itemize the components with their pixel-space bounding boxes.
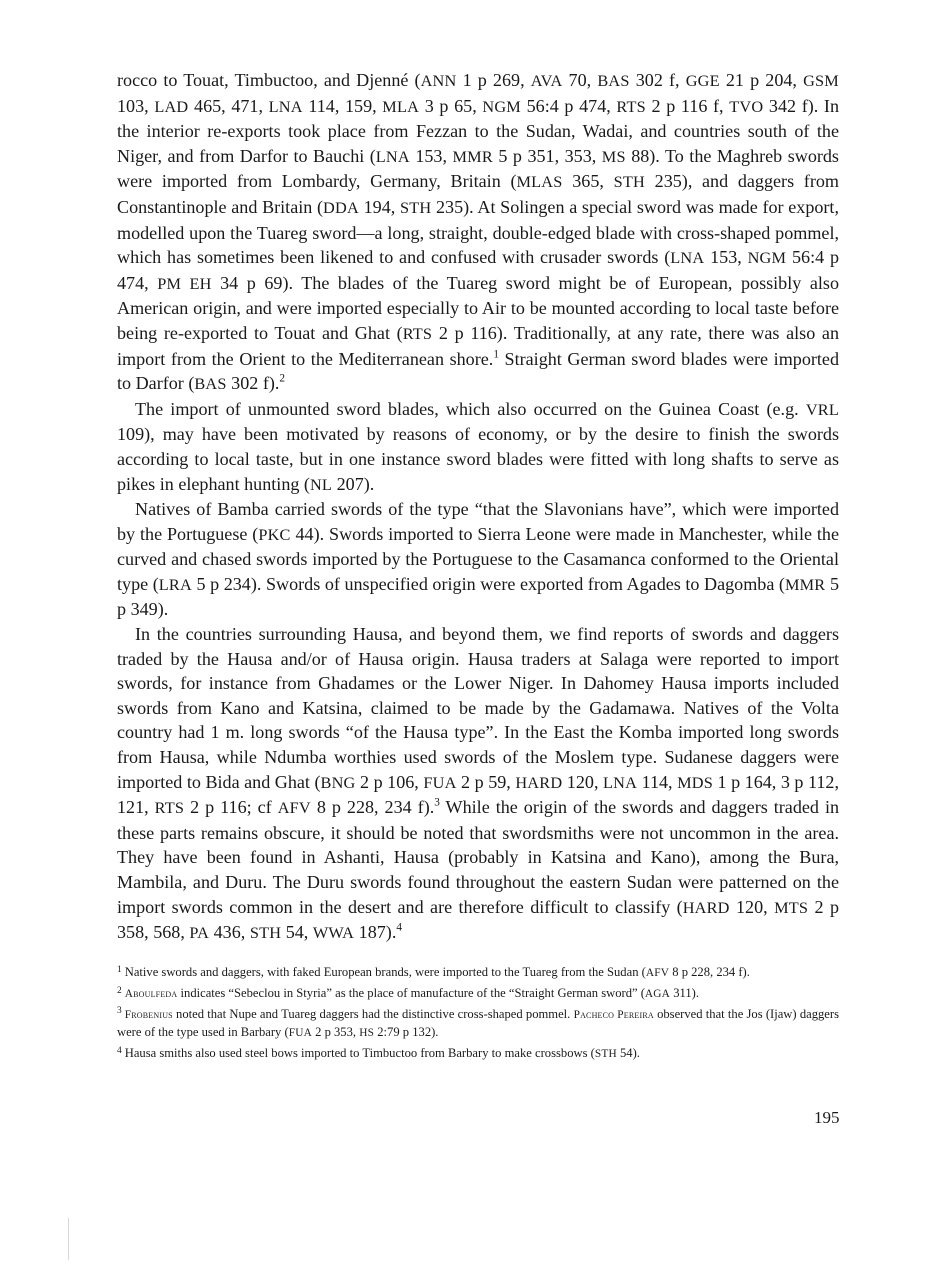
citation-abbrev: AGA	[644, 987, 671, 1000]
footnote-4	[117, 1043, 839, 1064]
footnote-2	[117, 983, 839, 1004]
citation-abbrev: HARD	[515, 772, 563, 792]
paragraph-1	[117, 68, 839, 397]
citation-abbrev: LNA	[603, 772, 638, 792]
text-run: 56:4 p 474,	[117, 247, 840, 293]
body-text	[117, 68, 839, 946]
text-run: 207).	[332, 473, 375, 494]
text-run: 2 p 106,	[355, 771, 424, 792]
text-run: 2 p 358, 568,	[117, 896, 840, 943]
text-run: 5 p 234). Swords of unspecified origin were exported from Agades to Dagomba (	[191, 573, 785, 594]
citation-abbrev: MMR	[784, 574, 826, 594]
citation-abbrev: MMR	[452, 146, 493, 166]
citation-abbrev: MLA	[382, 96, 420, 116]
text-run: 187).	[354, 922, 397, 943]
text-run: Straight German sword blades were imported to Darfor (	[117, 348, 840, 394]
footnote-ref: 3	[434, 796, 440, 809]
citation-abbrev: HS	[359, 1027, 375, 1040]
scan-margin-line	[68, 1218, 69, 1260]
text-run: 88). To the Maghreb swords were imported from Lombardy, Germany, Britain (	[117, 145, 839, 192]
citation-abbrev: NGM	[482, 96, 521, 116]
citation-abbrev: STH	[399, 197, 432, 217]
citation-abbrev: RTS	[402, 323, 433, 343]
citation-abbrev: LAD	[154, 96, 189, 116]
footnote-mark: 3	[117, 1006, 122, 1017]
paragraph-3	[117, 497, 839, 622]
page-number: 195	[814, 1108, 840, 1127]
text-run: 342 f). In the interior re-exports took place from Fezzan to the Sudan, Wadai, and countries south of the Niger, and from Darfor to Bauchi (	[117, 95, 839, 166]
footnote-mark: 4	[117, 1045, 122, 1056]
text-run: 365,	[562, 171, 614, 192]
text-run: 235). At Solingen a special sword was made for export, modelled upon the Tuareg sword—a long, straight, double-edged blade with cross-shaped pommel, which has sometimes been likened to and confused with crusader swords (	[117, 196, 839, 268]
text-run: 2 p 116 f,	[645, 95, 730, 116]
citation-abbrev: LNA	[268, 96, 303, 116]
citation-abbrev: TVO	[729, 96, 764, 116]
text-run: rocco to Touat, Timbuctoo, and Djenné (	[117, 70, 421, 90]
text-run: 120,	[562, 771, 603, 792]
citation-abbrev: AFV	[277, 798, 311, 818]
citation-abbrev: ANN	[420, 71, 457, 90]
citation-abbrev: STH	[613, 172, 645, 192]
text-run: 465, 471,	[188, 95, 269, 116]
text-run: 109), may have been motivated by reasons of economy, or by the desire to finish the swords according to local taste, but in one instance sword blades were fitted with long shafts to serve as pikes in elephant hunting (	[117, 424, 839, 494]
text-run: 194,	[358, 196, 400, 217]
text-run: indicates “Sebeclou in Styria” as the place of manufacture of the “Straight German sword” (	[177, 985, 645, 1000]
citation-abbrev: DDA	[323, 197, 359, 217]
text-run: 54).	[616, 1046, 640, 1061]
footnote-text	[125, 986, 699, 1000]
text-run: 44). Swords imported to Sierra Leone were made in Manchester, while the curved and chased swords imported by the Portuguese to the Casamanca conformed to the Oriental type (	[117, 523, 840, 594]
text-run: 2 p 59,	[456, 771, 516, 792]
text-run: 153,	[409, 145, 453, 166]
text-run: 114,	[637, 771, 678, 792]
citation-abbrev: PKC	[258, 524, 291, 544]
text-run: 8 p 228, 234 f).	[310, 797, 435, 818]
text-run: Hausa smiths also used steel bows imported to Timbuctoo from Barbary to make crossbows (	[124, 1046, 595, 1061]
footnotes	[117, 962, 839, 1064]
text-run: The import of unmounted sword blades, which also occurred on the Guinea Coast (e.g.	[135, 398, 806, 419]
citation-abbrev: BAS	[194, 374, 227, 394]
text-run: 153,	[704, 247, 748, 268]
text-run: 302 f).	[226, 373, 280, 394]
citation-abbrev: STH	[249, 923, 282, 943]
text-run: 436,	[209, 922, 250, 943]
text-run: 311).	[670, 985, 699, 1000]
citation-abbrev: LNA	[375, 146, 410, 166]
footnote-ref: 1	[493, 348, 499, 361]
text-run: 302 f,	[629, 70, 686, 90]
text-run: 54,	[281, 922, 313, 943]
citation-abbrev: PM EH	[157, 273, 212, 293]
citation-abbrev: MDS	[677, 772, 713, 792]
paragraph-2	[117, 397, 839, 497]
citation-abbrev: Pacheco Pereira	[573, 1008, 654, 1021]
text-run: 8 p 228, 234 f).	[669, 965, 750, 980]
citation-abbrev: FUA	[288, 1027, 312, 1040]
citation-abbrev: FUA	[423, 772, 457, 792]
citation-abbrev: Frobenius	[124, 1008, 173, 1021]
text-run: 114, 159,	[302, 95, 383, 116]
citation-abbrev: AVA	[530, 71, 563, 90]
text-run: noted that Nupe and Tuareg daggers had the distinctive cross-shaped pommel.	[172, 1006, 574, 1021]
text-run: 2:79 p 132).	[374, 1025, 439, 1040]
text-run: 56:4 p 474,	[520, 95, 617, 116]
footnote-ref: 4	[396, 921, 402, 934]
footnote-ref: 2	[279, 372, 286, 385]
paragraph-4	[117, 622, 839, 946]
page-content	[117, 68, 839, 1064]
citation-abbrev: RTS	[154, 798, 185, 818]
text-run: 2 p 116). Traditionally, at any rate, there was also an import from the Orient to the Mediterranean shore.	[117, 322, 840, 369]
citation-abbrev: LRA	[158, 574, 192, 594]
citation-abbrev: NGM	[747, 248, 787, 268]
text-run: 2 p 353,	[311, 1025, 360, 1040]
citation-abbrev: LNA	[670, 248, 705, 268]
text-run: 235), and daggers from Constantinople and Britain (	[117, 171, 839, 217]
citation-abbrev: MLAS	[516, 172, 563, 192]
citation-abbrev: HARD	[682, 897, 730, 917]
footnote-3	[117, 1003, 839, 1042]
text-run: 3 p 65,	[419, 95, 483, 116]
text-run: 21 p 204,	[719, 70, 804, 90]
text-run: Natives of Bamba carried swords of the type “that the Slavonians have”, which were imported by the Portuguese (	[117, 499, 839, 544]
text-run: Native swords and daggers, with faked European brands, were imported to the Tuareg from the Sudan (	[124, 965, 646, 980]
citation-abbrev: RTS	[616, 96, 646, 116]
text-run: In the countries surrounding Hausa, and beyond them, we find reports of swords and daggers traded by the Hausa and/or of Hausa origin. Hausa traders at Salaga were reported to import swords, for instance from Ghadames or the Lower Niger. In Dahomey Hausa imports included swords from Kano and Katsina, claimed to be made by the Gadamawa. Natives of the Volta country had 1 m. long swords “of the Hausa type”. In the East the Komba imported long swords from Hausa, while Ndumba worthies used swords of the Moslem type. Sudanese daggers were imported to Bida and Ghat (	[117, 624, 839, 792]
citation-abbrev: AFV	[645, 967, 670, 980]
footnote-mark: 1	[117, 964, 122, 975]
text-run: 1 p 164, 3 p 112, 121,	[117, 771, 839, 818]
text-run: 34 p 69). The blades of the Tuareg sword might be of European, possibly also American origin, and were imported especially to Air to be mounted according to local taste before being re-exported to Touat and Ghat (	[117, 272, 840, 343]
text-run: 5 p 349).	[117, 573, 839, 620]
citation-abbrev: VRL	[805, 399, 839, 419]
text-run: 2 p 116; cf	[184, 797, 278, 818]
citation-abbrev: GSM	[803, 71, 839, 90]
citation-abbrev: STH	[594, 1048, 617, 1061]
text-run: observed that the Jos (Ijaw) daggers were of the type used in Barbary (	[117, 1006, 839, 1040]
citation-abbrev: Aboulfeda	[124, 987, 178, 1000]
footnote-text	[117, 1007, 839, 1040]
citation-abbrev: PA	[189, 923, 210, 943]
footnote-1	[117, 962, 839, 983]
text-run: 70,	[562, 70, 598, 90]
citation-abbrev: MS	[601, 146, 626, 166]
footnote-text	[125, 965, 750, 979]
text-run: 120,	[729, 896, 775, 917]
citation-abbrev: WWA	[312, 923, 355, 943]
citation-abbrev: BNG	[320, 772, 356, 792]
citation-abbrev: BAS	[597, 71, 630, 90]
text-run: 1 p 269,	[456, 70, 531, 90]
footnote-mark: 2	[117, 985, 122, 996]
citation-abbrev: NL	[309, 474, 333, 494]
footnote-text	[125, 1046, 640, 1060]
text-run: 5 p 351, 353,	[492, 145, 602, 166]
citation-abbrev: GGE	[685, 71, 720, 90]
citation-abbrev: MTS	[774, 897, 809, 917]
text-run: While the origin of the swords and daggers traded in these parts remains obscure, it should be noted that swordsmiths were not uncommon in the area. They have been found in Ashanti, Hausa (probably in Katsina and Kano), among the Bura, Mambila, and Duru. The Duru swords found throughout the eastern Sudan were patterned on the import swords common in the desert and are therefore difficult to classify (	[117, 797, 840, 917]
text-run: 103,	[117, 95, 155, 116]
